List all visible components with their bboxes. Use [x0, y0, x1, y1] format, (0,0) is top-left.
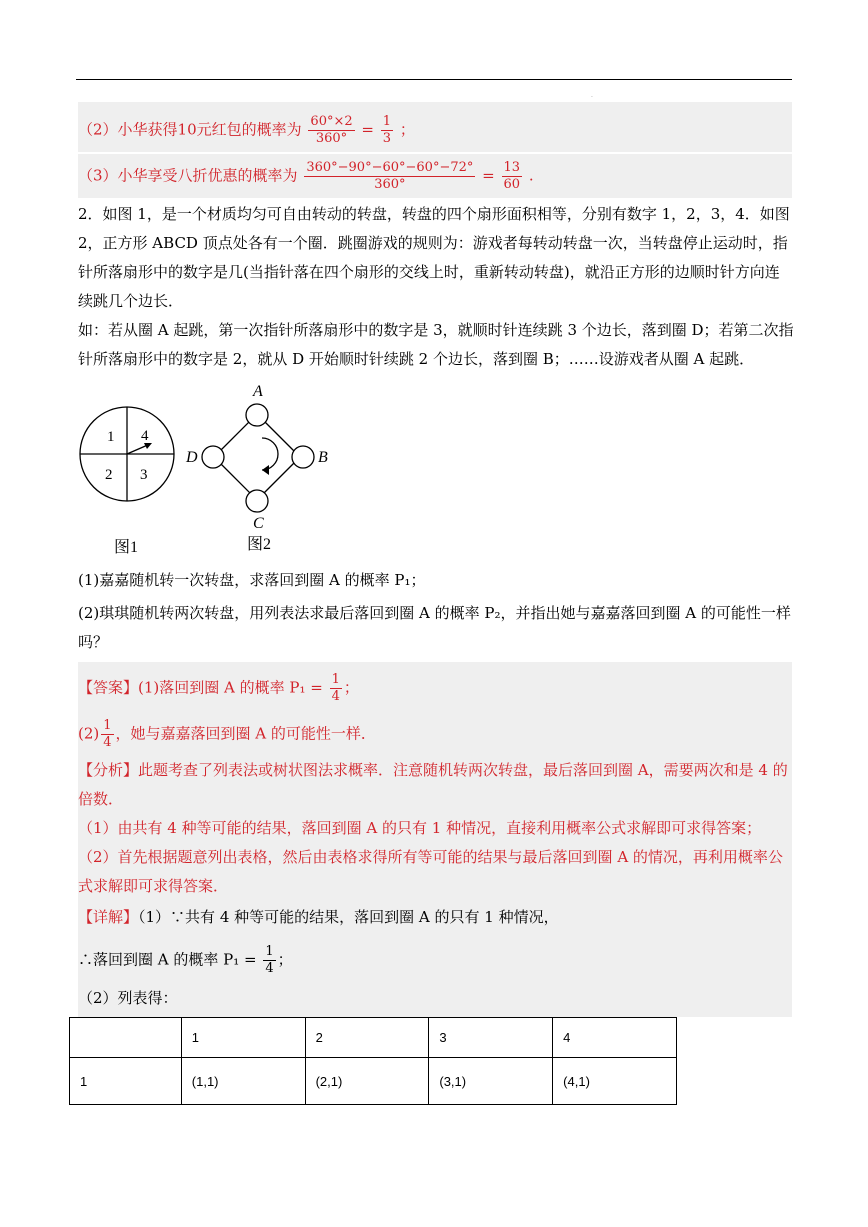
detail-label: 【详解】 [78, 908, 139, 926]
figures [76, 380, 346, 560]
question-line: 2．如图 1，是一个材质均匀可自由转动的转盘，转盘的四个扇形面积相等，分别有数字 1，2，3，4．如图 [78, 205, 790, 223]
sector-3-label: 3 [140, 467, 148, 483]
sector-2-label: 2 [105, 467, 113, 483]
figure-svg [76, 380, 346, 560]
table-cell: (3,1) [429, 1058, 553, 1105]
table-header-cell: 4 [553, 1018, 677, 1058]
sector-4-label: 4 [141, 428, 149, 444]
answer-fraction-1: $\frac{1}{4}$ [331, 672, 340, 704]
solution-3-result: $\frac{13}{60}$ [503, 160, 521, 192]
table-header-row [70, 1018, 677, 1058]
solution-2-label: （2）小华获得10元红包的概率为 [78, 120, 302, 139]
question-line: 针所落扇形中的数字是 2，就从 D 开始顺时针续跳 2 个边长，落到圈 B；……设游戏者从圈 A 起跳． [78, 350, 755, 368]
solution-2-fraction: $\frac{60^\circ\times 2}{360^\circ}$ [310, 114, 353, 146]
solution-3-fraction: $\frac{360^\circ-90^\circ-60^\circ-60^\circ-72^\circ}{360^\circ}$ [306, 160, 474, 192]
page-mark: . [591, 92, 593, 99]
table-cell: (2,1) [305, 1058, 429, 1105]
table-header-cell: 1 [181, 1018, 305, 1058]
header-rule [76, 79, 792, 80]
table-header-cell: 3 [429, 1018, 553, 1058]
table-row [70, 1058, 677, 1105]
analysis-section: 【分析】此题考查了列表法或树状图法求概率．注意随机转两次转盘，最后落回到圈 A，需要两次和是 4 的 倍数． （1）由共有 4 种等可能的结果，落回到圈 A 的只有 1 种情况，直接利用概率公式求解即可求得答案； （2）首先根据题意列出表格，然后由表格求得所有等可能的结果与最后落回到圈 A 的情况，再利用概率公 式求解即可求得答案． [78, 761, 788, 895]
table-cell: 1 [70, 1058, 182, 1105]
detail-fraction: $\frac{1}{4}$ [265, 944, 274, 976]
vertex-B-label: B [318, 449, 328, 466]
solution-3-label: （3）小华享受八折优惠的概率为 [78, 166, 298, 185]
spinner-figure [80, 407, 174, 556]
question-line: 如：若从圈 A 起跳，第一次指针所落扇形中的数字是 3，就顺时针连续跳 3 个边长，落到圈 D；若第二次指 [78, 321, 794, 339]
question-line: 2，正方形 ABCD 顶点处各有一个圈．跳圈游戏的规则为：游戏者每转动转盘一次，当转盘停止运动时，指 [78, 234, 788, 252]
table-cell: (4,1) [553, 1058, 677, 1105]
figure-1-caption: 图1 [114, 539, 139, 556]
table-cell: (1,1) [181, 1058, 305, 1105]
question-line: 针所落扇形中的数字是几(当指针落在四个扇形的交线上时，重新转动转盘)，就沿正方形的边顺时针方向连 [78, 263, 780, 281]
vertex-D-label: D [186, 449, 198, 466]
outcome-table [69, 1017, 677, 1105]
circle-A [246, 404, 268, 426]
sub-question-1: (1)嘉嘉随机转一次转盘，求落回到圈 A 的概率 P₁； [78, 571, 426, 589]
analysis-label: 【分析】 [78, 761, 139, 779]
clockwise-arrow-icon [262, 465, 269, 475]
sub-question-2: (2)琪琪随机转两次转盘，用列表法求最后落回到圈 A 的概率 P₂，并指出她与嘉嘉落回到圈 A 的可能性一样 吗？ [78, 604, 791, 651]
figure-2-caption: 图2 [247, 536, 272, 553]
square-figure [185, 383, 328, 553]
table-header-cell [70, 1018, 182, 1058]
vertex-C-label: C [253, 515, 264, 532]
question-line: 续跳几个边长． [78, 292, 184, 310]
answer-fraction-2: $\frac{1}{4}$ [103, 718, 112, 750]
circle-D [202, 446, 224, 468]
answer-line-2: (2) $\frac{1}{4}$ ，她与嘉嘉落回到圈 A 的可能性一样． [78, 718, 376, 750]
clockwise-arc [262, 438, 278, 470]
detail-line-2: ∴落回到圈 A 的概率 P₁ = $\frac{1}{4}$ ； [78, 944, 293, 976]
question-2-text [78, 200, 798, 374]
circle-B [292, 446, 314, 468]
answer-label: 【答案】 [78, 678, 139, 697]
detail-line-3: （2）列表得： [78, 989, 178, 1007]
solution-2-result: $\frac{1}{3}$ [382, 114, 392, 146]
vertex-A-label: A [253, 383, 263, 400]
sector-1-label: 1 [107, 429, 115, 445]
table-header-cell: 2 [305, 1018, 429, 1058]
answer-line-1: 【答案】(1)落回到圈 A 的概率 P₁ = $\frac{1}{4}$ ； [78, 672, 359, 704]
circle-C [246, 490, 268, 512]
solution-2-line: （2）小华获得10元红包的概率为 $\frac{60^\circ\times 2}{360^\circ}$ = $\frac{1}{3}$ ； [78, 114, 415, 146]
solution-3-line: （3）小华享受八折优惠的概率为 $\frac{360^\circ-90^\circ-60^\circ-60^\circ-72^\circ}{360^\circ}$ = $\frac{13}{60}$ . [78, 160, 534, 192]
detail-section: 【详解】（1）∵共有 4 种等可能的结果，落回到圈 A 的只有 1 种情况， [78, 908, 559, 926]
